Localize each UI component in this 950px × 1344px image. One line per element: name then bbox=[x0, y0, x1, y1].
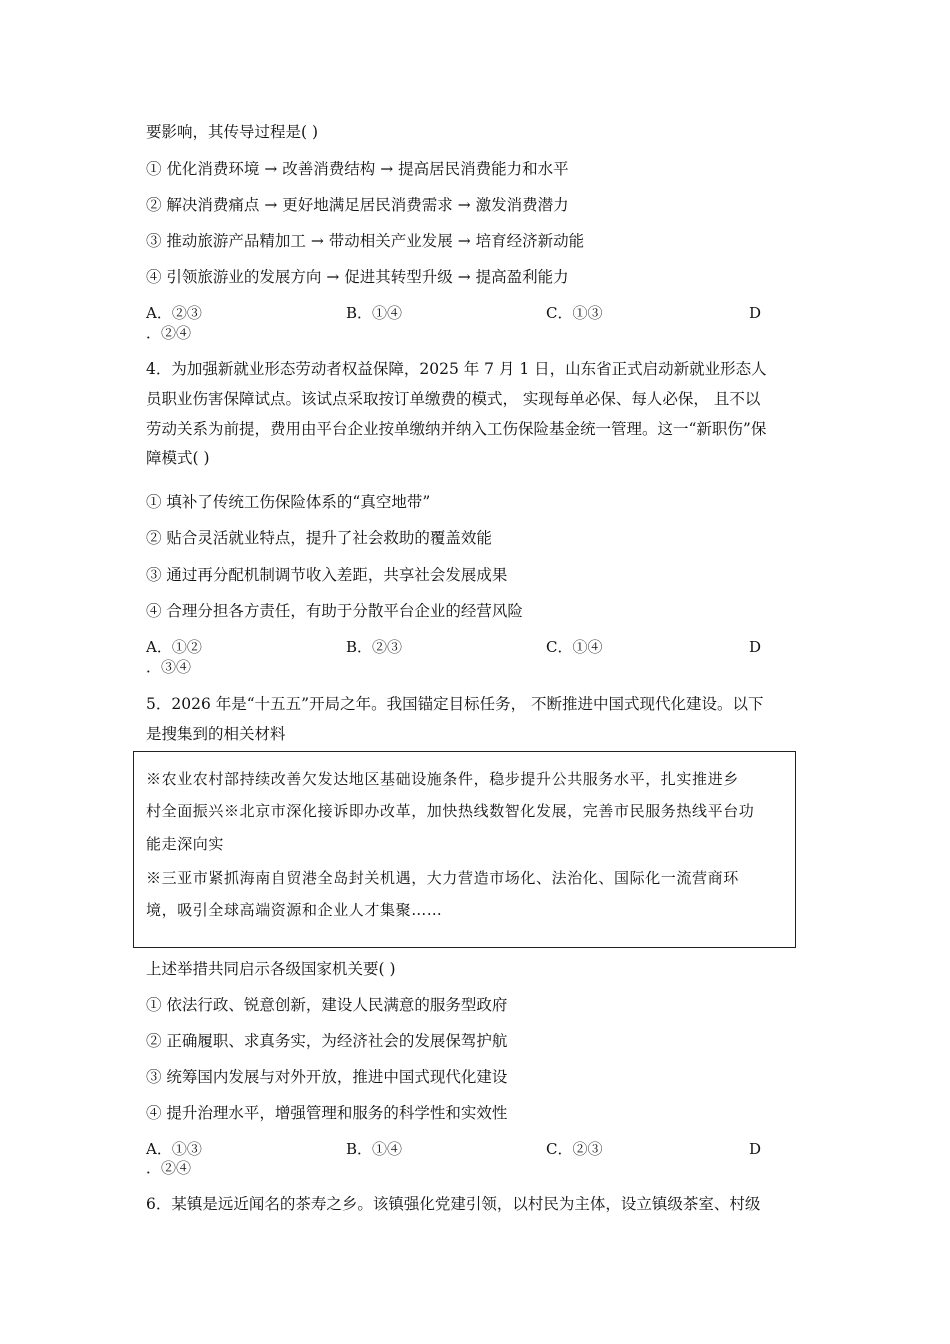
q5-material-line-5: 境，吸引全球高端资源和企业人才集聚…… bbox=[146, 901, 443, 919]
q5-option-c: C．②③ bbox=[546, 1140, 603, 1158]
q4-option-d-value: ．③④ bbox=[146, 658, 192, 676]
q5-option-a: A．①③ bbox=[146, 1140, 202, 1158]
q4-stem-line-4: 障模式( ) bbox=[146, 449, 210, 467]
q4-option-a: A．①② bbox=[146, 638, 202, 656]
q4-stem-line-1: 4．为加强新就业形态劳动者权益保障，2025 年 7 月 1 日，山东省正式启动新就业形态人 bbox=[146, 360, 767, 378]
q5-prompt: 上述举措共同启示各级国家机关要( ) bbox=[146, 960, 396, 978]
q3-item-2: ② 解决消费痛点 → 更好地满足居民消费需求 → 激发消费潜力 bbox=[146, 196, 569, 214]
q4-item-2: ② 贴合灵活就业特点，提升了社会救助的覆盖效能 bbox=[146, 529, 492, 547]
q6-stem-line-1: 6．某镇是远近闻名的茶寿之乡。该镇强化党建引领，以村民为主体，设立镇级茶室、村级 bbox=[146, 1195, 761, 1213]
q4-option-b: B．②③ bbox=[346, 638, 403, 656]
q5-option-d-value: ．②④ bbox=[146, 1159, 192, 1177]
q3-option-c: C．①③ bbox=[546, 304, 603, 322]
q3-item-3: ③ 推动旅游产品精加工 → 带动相关产业发展 → 培育经济新动能 bbox=[146, 232, 585, 250]
q4-item-1: ① 填补了传统工伤保险体系的“真空地带” bbox=[146, 493, 431, 511]
q4-option-d-letter: D bbox=[749, 638, 762, 656]
q3-option-d-letter: D bbox=[749, 304, 762, 322]
q5-item-4: ④ 提升治理水平，增强管理和服务的科学性和实效性 bbox=[146, 1104, 508, 1122]
q5-option-d-letter: D bbox=[749, 1140, 762, 1158]
q5-option-b: B．①④ bbox=[346, 1140, 403, 1158]
q5-material-line-4: ※三亚市紧抓海南自贸港全岛封关机遇，大力营造市场化、法治化、国际化一流营商环 bbox=[146, 869, 739, 887]
q3-item-4: ④ 引领旅游业的发展方向 → 促进其转型升级 → 提高盈利能力 bbox=[146, 268, 569, 286]
q5-material-line-2: 村全面振兴※北京市深化接诉即办改革，加快热线数智化发展，完善市民服务热线平台功 bbox=[146, 802, 755, 820]
q5-material-line-1: ※农业农村部持续改善欠发达地区基础设施条件，稳步提升公共服务水平，扎实推进乡 bbox=[146, 770, 739, 788]
q4-item-3: ③ 通过再分配机制调节收入差距，共享社会发展成果 bbox=[146, 566, 508, 584]
q4-option-c: C．①④ bbox=[546, 638, 603, 656]
q5-stem-line-2: 是搜集到的相关材料 bbox=[146, 725, 286, 743]
q5-item-1: ① 依法行政、锐意创新，建设人民满意的服务型政府 bbox=[146, 996, 508, 1014]
q3-option-b: B．①④ bbox=[346, 304, 403, 322]
q5-item-2: ② 正确履职、求真务实，为经济社会的发展保驾护航 bbox=[146, 1032, 508, 1050]
q5-material-line-3: 能走深向实 bbox=[146, 835, 225, 853]
q3-item-1: ① 优化消费环境 → 改善消费结构 → 提高居民消费能力和水平 bbox=[146, 160, 569, 178]
q5-stem-line-1: 5．2026 年是“十五五”开局之年。我国锚定目标任务， 不断推进中国式现代化建设。以下 bbox=[146, 695, 764, 713]
q3-option-d-value: ．②④ bbox=[146, 324, 192, 342]
q3-option-a: A．②③ bbox=[146, 304, 202, 322]
q3-stem-tail: 要影响，其传导过程是( ) bbox=[146, 123, 319, 141]
q4-stem-line-3: 劳动关系为前提，费用由平台企业按单缴纳并纳入工伤保险基金统一管理。这一“新职伤”保 bbox=[146, 420, 767, 438]
q4-stem-line-2: 员职业伤害保障试点。该试点采取按订单缴费的模式， 实现每单必保、每人必保， 且不以 bbox=[146, 390, 761, 408]
q5-item-3: ③ 统筹国内发展与对外开放，推进中国式现代化建设 bbox=[146, 1068, 508, 1086]
q4-item-4: ④ 合理分担各方责任，有助于分散平台企业的经营风险 bbox=[146, 602, 523, 620]
